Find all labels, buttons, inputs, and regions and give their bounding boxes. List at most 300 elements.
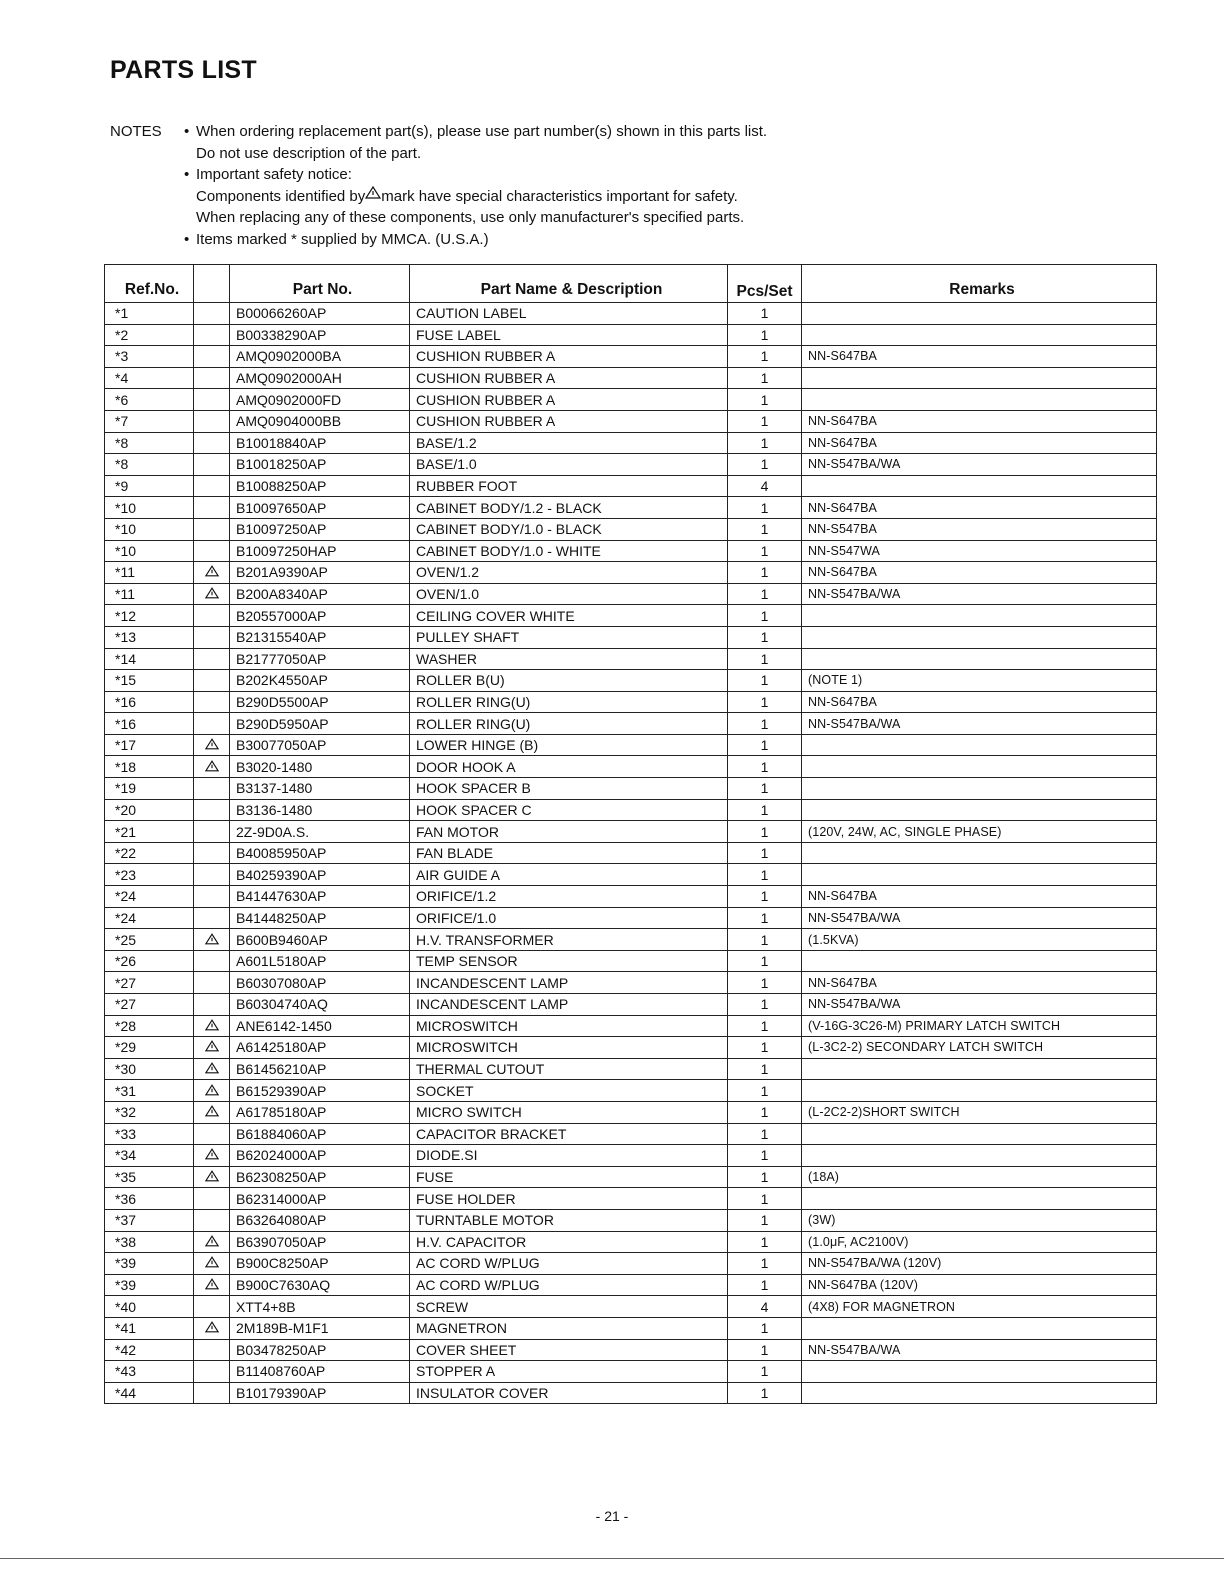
part-no-cell: B290D5950AP — [230, 713, 410, 735]
part-name-cell: DIODE.SI — [410, 1145, 728, 1167]
part-no-cell: B900C8250AP — [230, 1253, 410, 1275]
remarks-cell: NN-S547WA — [802, 540, 1157, 562]
part-name-cell: WASHER — [410, 648, 728, 670]
pcs-set-cell: 1 — [728, 1101, 802, 1123]
warning-triangle-icon — [205, 1321, 219, 1333]
ref-no-cell: *30 — [105, 1058, 194, 1080]
table-row — [105, 778, 1157, 800]
pcs-set-cell: 1 — [728, 972, 802, 994]
ref-no-cell: *19 — [105, 778, 194, 800]
remarks-cell — [802, 324, 1157, 346]
safety-mark-cell — [194, 497, 230, 519]
part-name-cell: OVEN/1.2 — [410, 562, 728, 584]
table-row — [105, 497, 1157, 519]
part-no-cell: B10018250AP — [230, 454, 410, 476]
safety-mark-cell — [194, 367, 230, 389]
ref-no-cell: *27 — [105, 994, 194, 1016]
safety-mark-cell — [194, 1361, 230, 1383]
part-no-cell: A61425180AP — [230, 1037, 410, 1059]
safety-mark-cell — [194, 1058, 230, 1080]
pcs-set-cell: 1 — [728, 994, 802, 1016]
ref-no-cell: *39 — [105, 1253, 194, 1275]
pcs-set-cell: 1 — [728, 907, 802, 929]
table-row — [105, 562, 1157, 584]
table-row — [105, 994, 1157, 1016]
part-no-cell: XTT4+8B — [230, 1296, 410, 1318]
pcs-set-cell: 1 — [728, 497, 802, 519]
remarks-cell — [802, 1123, 1157, 1145]
pcs-set-cell: 1 — [728, 1145, 802, 1167]
remarks-cell: (1.5KVA) — [802, 929, 1157, 951]
part-name-cell: FAN BLADE — [410, 842, 728, 864]
part-no-cell: 2M189B-M1F1 — [230, 1317, 410, 1339]
remarks-cell: NN-S547BA/WA — [802, 454, 1157, 476]
safety-mark-cell — [194, 950, 230, 972]
part-no-cell: B10097250HAP — [230, 540, 410, 562]
remarks-cell — [802, 1361, 1157, 1383]
table-row — [105, 410, 1157, 432]
pcs-set-cell: 1 — [728, 1274, 802, 1296]
pcs-set-cell: 1 — [728, 864, 802, 886]
pcs-set-cell: 1 — [728, 950, 802, 972]
table-row — [105, 756, 1157, 778]
part-name-cell: FUSE LABEL — [410, 324, 728, 346]
safety-mark-cell — [194, 1188, 230, 1210]
safety-mark-cell — [194, 864, 230, 886]
table-row — [105, 907, 1157, 929]
remarks-cell: NN-S647BA — [802, 972, 1157, 994]
remarks-cell: NN-S547BA/WA (120V) — [802, 1253, 1157, 1275]
part-name-cell: TURNTABLE MOTOR — [410, 1209, 728, 1231]
part-no-cell: B21777050AP — [230, 648, 410, 670]
part-no-cell: B63907050AP — [230, 1231, 410, 1253]
ref-no-cell: *13 — [105, 626, 194, 648]
part-no-cell: B290D5500AP — [230, 691, 410, 713]
ref-no-cell: *25 — [105, 929, 194, 951]
part-name-cell: THERMAL CUTOUT — [410, 1058, 728, 1080]
table-row — [105, 454, 1157, 476]
note-safety-components-2: mark have special characteristics important for safety. — [381, 187, 738, 205]
table-row — [105, 799, 1157, 821]
ref-no-cell: *37 — [105, 1209, 194, 1231]
ref-no-cell: *8 — [105, 454, 194, 476]
remarks-cell: (NOTE 1) — [802, 670, 1157, 692]
remarks-cell: NN-S647BA — [802, 562, 1157, 584]
safety-mark-cell — [194, 734, 230, 756]
table-row — [105, 324, 1157, 346]
remarks-cell: NN-S547BA/WA — [802, 583, 1157, 605]
part-no-cell: B202K4550AP — [230, 670, 410, 692]
table-row — [105, 1209, 1157, 1231]
part-name-cell: RUBBER FOOT — [410, 475, 728, 497]
pcs-set-cell: 1 — [728, 886, 802, 908]
ref-no-cell: *29 — [105, 1037, 194, 1059]
safety-mark-cell — [194, 929, 230, 951]
warning-triangle-icon — [205, 1040, 219, 1052]
safety-mark-cell — [194, 626, 230, 648]
part-no-cell: B10097250AP — [230, 518, 410, 540]
part-name-cell: AC CORD W/PLUG — [410, 1274, 728, 1296]
pcs-set-cell: 1 — [728, 562, 802, 584]
remarks-cell — [802, 626, 1157, 648]
pcs-set-cell: 1 — [728, 1166, 802, 1188]
remarks-cell: NN-S547BA — [802, 518, 1157, 540]
pcs-set-cell: 1 — [728, 1317, 802, 1339]
part-name-cell: COVER SHEET — [410, 1339, 728, 1361]
part-no-cell: B62308250AP — [230, 1166, 410, 1188]
pcs-set-cell: 1 — [728, 1253, 802, 1275]
safety-mark-cell — [194, 799, 230, 821]
safety-mark-cell — [194, 1145, 230, 1167]
pcs-set-cell: 1 — [728, 303, 802, 325]
safety-mark-cell — [194, 778, 230, 800]
ref-no-cell: *11 — [105, 562, 194, 584]
table-row — [105, 713, 1157, 735]
part-name-cell: CABINET BODY/1.2 - BLACK — [410, 497, 728, 519]
safety-mark-cell — [194, 346, 230, 368]
part-no-cell: B60307080AP — [230, 972, 410, 994]
table-row — [105, 1145, 1157, 1167]
part-no-cell: B200A8340AP — [230, 583, 410, 605]
bullet: • — [184, 166, 190, 184]
remarks-cell: (1.0μF, AC2100V) — [802, 1231, 1157, 1253]
table-row — [105, 950, 1157, 972]
pcs-set-cell: 1 — [728, 778, 802, 800]
safety-mark-cell — [194, 756, 230, 778]
page-title: PARTS LIST — [110, 56, 257, 84]
pcs-set-cell: 1 — [728, 454, 802, 476]
remarks-cell: NN-S547BA/WA — [802, 994, 1157, 1016]
part-no-cell: AMQ0904000BB — [230, 410, 410, 432]
table-row — [105, 1101, 1157, 1123]
table-row — [105, 886, 1157, 908]
safety-mark-cell — [194, 1231, 230, 1253]
warning-triangle-icon — [205, 1256, 219, 1268]
part-no-cell: B40259390AP — [230, 864, 410, 886]
table-row — [105, 821, 1157, 843]
ref-no-cell: *4 — [105, 367, 194, 389]
ref-no-cell: *10 — [105, 540, 194, 562]
ref-no-cell: *14 — [105, 648, 194, 670]
part-no-cell: B41448250AP — [230, 907, 410, 929]
part-no-cell: AMQ0902000FD — [230, 389, 410, 411]
table-row — [105, 1253, 1157, 1275]
table-row — [105, 1296, 1157, 1318]
safety-mark-cell — [194, 1339, 230, 1361]
remarks-cell — [802, 756, 1157, 778]
warning-triangle-icon — [205, 1084, 219, 1096]
ref-no-cell: *40 — [105, 1296, 194, 1318]
note-safety-heading: Important safety notice: — [196, 166, 352, 184]
table-row — [105, 518, 1157, 540]
safety-mark-cell — [194, 648, 230, 670]
part-name-cell: OVEN/1.0 — [410, 583, 728, 605]
safety-mark-cell — [194, 562, 230, 584]
ref-no-cell: *8 — [105, 432, 194, 454]
safety-mark-cell — [194, 886, 230, 908]
table-row — [105, 1058, 1157, 1080]
table-row — [105, 670, 1157, 692]
part-no-cell: B00338290AP — [230, 324, 410, 346]
part-no-cell: B60304740AQ — [230, 994, 410, 1016]
table-row — [105, 1166, 1157, 1188]
pcs-set-cell: 1 — [728, 626, 802, 648]
pcs-set-cell: 1 — [728, 691, 802, 713]
remarks-cell — [802, 842, 1157, 864]
part-name-cell: H.V. TRANSFORMER — [410, 929, 728, 951]
header-remarks: Remarks — [802, 265, 1157, 303]
part-no-cell: ANE6142-1450 — [230, 1015, 410, 1037]
remarks-cell — [802, 605, 1157, 627]
part-no-cell: B900C7630AQ — [230, 1274, 410, 1296]
ref-no-cell: *16 — [105, 691, 194, 713]
safety-mark-cell — [194, 1080, 230, 1102]
part-no-cell: B00066260AP — [230, 303, 410, 325]
ref-no-cell: *42 — [105, 1339, 194, 1361]
part-no-cell: B3137-1480 — [230, 778, 410, 800]
pcs-set-cell: 1 — [728, 821, 802, 843]
pcs-set-cell: 1 — [728, 346, 802, 368]
pcs-set-cell: 1 — [728, 605, 802, 627]
remarks-cell: NN-S547BA/WA — [802, 907, 1157, 929]
notes-label: NOTES — [110, 123, 162, 140]
part-name-cell: CABINET BODY/1.0 - BLACK — [410, 518, 728, 540]
table-row — [105, 1080, 1157, 1102]
part-no-cell: A601L5180AP — [230, 950, 410, 972]
table-row — [105, 929, 1157, 951]
safety-mark-cell — [194, 1209, 230, 1231]
part-name-cell: INCANDESCENT LAMP — [410, 994, 728, 1016]
warning-triangle-icon — [205, 1278, 219, 1290]
safety-mark-cell — [194, 972, 230, 994]
table-row — [105, 691, 1157, 713]
part-name-cell: ROLLER RING(U) — [410, 713, 728, 735]
note-row-2 — [110, 143, 767, 165]
remarks-cell: (L-3C2-2) SECONDARY LATCH SWITCH — [802, 1037, 1157, 1059]
safety-mark-cell — [194, 994, 230, 1016]
part-name-cell: SCREW — [410, 1296, 728, 1318]
pcs-set-cell: 1 — [728, 713, 802, 735]
note-row-4 — [110, 186, 767, 208]
ref-no-cell: *34 — [105, 1145, 194, 1167]
table-row — [105, 1188, 1157, 1210]
pcs-set-cell: 1 — [728, 410, 802, 432]
part-no-cell: B21315540AP — [230, 626, 410, 648]
remarks-cell — [802, 1317, 1157, 1339]
ref-no-cell: *2 — [105, 324, 194, 346]
safety-mark-cell — [194, 410, 230, 432]
bullet: • — [184, 123, 190, 140]
remarks-cell — [802, 778, 1157, 800]
pcs-set-cell: 1 — [728, 1361, 802, 1383]
note-row-1 — [110, 121, 767, 143]
table-row — [105, 346, 1157, 368]
part-name-cell: FAN MOTOR — [410, 821, 728, 843]
ref-no-cell: *38 — [105, 1231, 194, 1253]
part-name-cell: STOPPER A — [410, 1361, 728, 1383]
safety-mark-cell — [194, 1166, 230, 1188]
part-name-cell: CUSHION RUBBER A — [410, 367, 728, 389]
pcs-set-cell: 1 — [728, 1231, 802, 1253]
part-no-cell: B40085950AP — [230, 842, 410, 864]
safety-mark-cell — [194, 907, 230, 929]
ref-no-cell: *17 — [105, 734, 194, 756]
warning-triangle-icon — [205, 933, 219, 945]
safety-mark-cell — [194, 691, 230, 713]
note-safety-components: Components identified by — [196, 187, 366, 205]
pcs-set-cell: 1 — [728, 756, 802, 778]
remarks-cell — [802, 1145, 1157, 1167]
table-row — [105, 1339, 1157, 1361]
pcs-set-cell: 1 — [728, 1188, 802, 1210]
warning-triangle-icon — [205, 1148, 219, 1160]
remarks-cell — [802, 950, 1157, 972]
safety-mark-cell — [194, 1382, 230, 1404]
ref-no-cell: *24 — [105, 886, 194, 908]
part-name-cell: SOCKET — [410, 1080, 728, 1102]
part-name-cell: FUSE HOLDER — [410, 1188, 728, 1210]
safety-mark-cell — [194, 1296, 230, 1318]
part-no-cell: AMQ0902000AH — [230, 367, 410, 389]
warning-triangle-icon — [205, 738, 219, 750]
table-row — [105, 605, 1157, 627]
pcs-set-cell: 1 — [728, 1080, 802, 1102]
note-row-5 — [110, 207, 767, 229]
pcs-set-cell: 1 — [728, 1123, 802, 1145]
bullet: • — [184, 230, 190, 248]
note-row-6 — [110, 229, 767, 251]
warning-triangle-icon — [205, 565, 219, 577]
warning-triangle-icon — [205, 587, 219, 599]
table-row — [105, 1317, 1157, 1339]
safety-mark-cell — [194, 1037, 230, 1059]
ref-no-cell: *26 — [105, 950, 194, 972]
remarks-cell — [802, 1382, 1157, 1404]
ref-no-cell: *39 — [105, 1274, 194, 1296]
table-row — [105, 389, 1157, 411]
part-name-cell: FUSE — [410, 1166, 728, 1188]
part-no-cell: B62024000AP — [230, 1145, 410, 1167]
part-name-cell: H.V. CAPACITOR — [410, 1231, 728, 1253]
remarks-cell: (L-2C2-2)SHORT SWITCH — [802, 1101, 1157, 1123]
remarks-cell: (18A) — [802, 1166, 1157, 1188]
pcs-set-cell: 1 — [728, 432, 802, 454]
table-row — [105, 842, 1157, 864]
part-name-cell: MICROSWITCH — [410, 1037, 728, 1059]
part-no-cell: B3136-1480 — [230, 799, 410, 821]
ref-no-cell: *21 — [105, 821, 194, 843]
safety-mark-cell — [194, 303, 230, 325]
safety-mark-cell — [194, 670, 230, 692]
table-row — [105, 1361, 1157, 1383]
pcs-set-cell: 4 — [728, 1296, 802, 1318]
ref-no-cell: *7 — [105, 410, 194, 432]
part-no-cell: B03478250AP — [230, 1339, 410, 1361]
note-ordering: When ordering replacement part(s), please use part number(s) shown in this parts list. — [196, 123, 768, 140]
ref-no-cell: *10 — [105, 497, 194, 519]
parts-table-body — [105, 303, 1157, 1404]
safety-mark-cell — [194, 389, 230, 411]
table-row — [105, 1382, 1157, 1404]
table-row — [105, 1037, 1157, 1059]
remarks-cell — [802, 864, 1157, 886]
parts-table — [104, 264, 1157, 1404]
pcs-set-cell: 1 — [728, 1058, 802, 1080]
safety-mark-cell — [194, 1101, 230, 1123]
remarks-cell: (120V, 24W, AC, SINGLE PHASE) — [802, 821, 1157, 843]
part-no-cell: B20557000AP — [230, 605, 410, 627]
part-name-cell: ORIFICE/1.0 — [410, 907, 728, 929]
pcs-set-cell: 1 — [728, 1037, 802, 1059]
remarks-cell — [802, 303, 1157, 325]
part-no-cell: B10179390AP — [230, 1382, 410, 1404]
warning-triangle-icon — [365, 186, 381, 199]
part-name-cell: AIR GUIDE A — [410, 864, 728, 886]
table-row — [105, 1015, 1157, 1037]
remarks-cell — [802, 389, 1157, 411]
part-name-cell: MAGNETRON — [410, 1317, 728, 1339]
remarks-cell — [802, 648, 1157, 670]
table-row — [105, 475, 1157, 497]
page-number: - 21 - — [595, 1508, 629, 1524]
pcs-set-cell: 1 — [728, 1382, 802, 1404]
remarks-cell: (V-16G-3C26-M) PRIMARY LATCH SWITCH — [802, 1015, 1157, 1037]
ref-no-cell: *33 — [105, 1123, 194, 1145]
part-no-cell: 2Z-9D0A.S. — [230, 821, 410, 843]
table-row — [105, 303, 1157, 325]
part-name-cell: MICROSWITCH — [410, 1015, 728, 1037]
safety-mark-cell — [194, 1123, 230, 1145]
part-name-cell: ROLLER RING(U) — [410, 691, 728, 713]
remarks-cell — [802, 799, 1157, 821]
part-no-cell: B3020-1480 — [230, 756, 410, 778]
table-row — [105, 540, 1157, 562]
part-name-cell: CEILING COVER WHITE — [410, 605, 728, 627]
remarks-cell — [802, 367, 1157, 389]
pcs-set-cell: 1 — [728, 583, 802, 605]
ref-no-cell: *31 — [105, 1080, 194, 1102]
part-name-cell: INSULATOR COVER — [410, 1382, 728, 1404]
part-no-cell: B41447630AP — [230, 886, 410, 908]
part-name-cell: MICRO SWITCH — [410, 1101, 728, 1123]
table-header-row — [105, 265, 1157, 303]
part-name-cell: CUSHION RUBBER A — [410, 410, 728, 432]
table-row — [105, 367, 1157, 389]
ref-no-cell: *36 — [105, 1188, 194, 1210]
warning-triangle-icon — [205, 1019, 219, 1031]
pcs-set-cell: 1 — [728, 734, 802, 756]
table-row — [105, 1123, 1157, 1145]
warning-triangle-icon — [205, 1235, 219, 1247]
part-name-cell: PULLEY SHAFT — [410, 626, 728, 648]
remarks-cell — [802, 1188, 1157, 1210]
part-name-cell: CUSHION RUBBER A — [410, 389, 728, 411]
part-no-cell: A61785180AP — [230, 1101, 410, 1123]
pcs-set-cell: 1 — [728, 929, 802, 951]
table-row — [105, 1231, 1157, 1253]
pcs-set-cell: 1 — [728, 540, 802, 562]
safety-mark-cell — [194, 1015, 230, 1037]
pcs-set-cell: 1 — [728, 518, 802, 540]
ref-no-cell: *9 — [105, 475, 194, 497]
safety-mark-cell — [194, 1253, 230, 1275]
table-row — [105, 972, 1157, 994]
ref-no-cell: *24 — [105, 907, 194, 929]
note-replacing: When replacing any of these components, use only manufacturer's specified parts. — [196, 209, 745, 227]
part-no-cell: B201A9390AP — [230, 562, 410, 584]
part-name-cell: HOOK SPACER C — [410, 799, 728, 821]
safety-mark-cell — [194, 518, 230, 540]
